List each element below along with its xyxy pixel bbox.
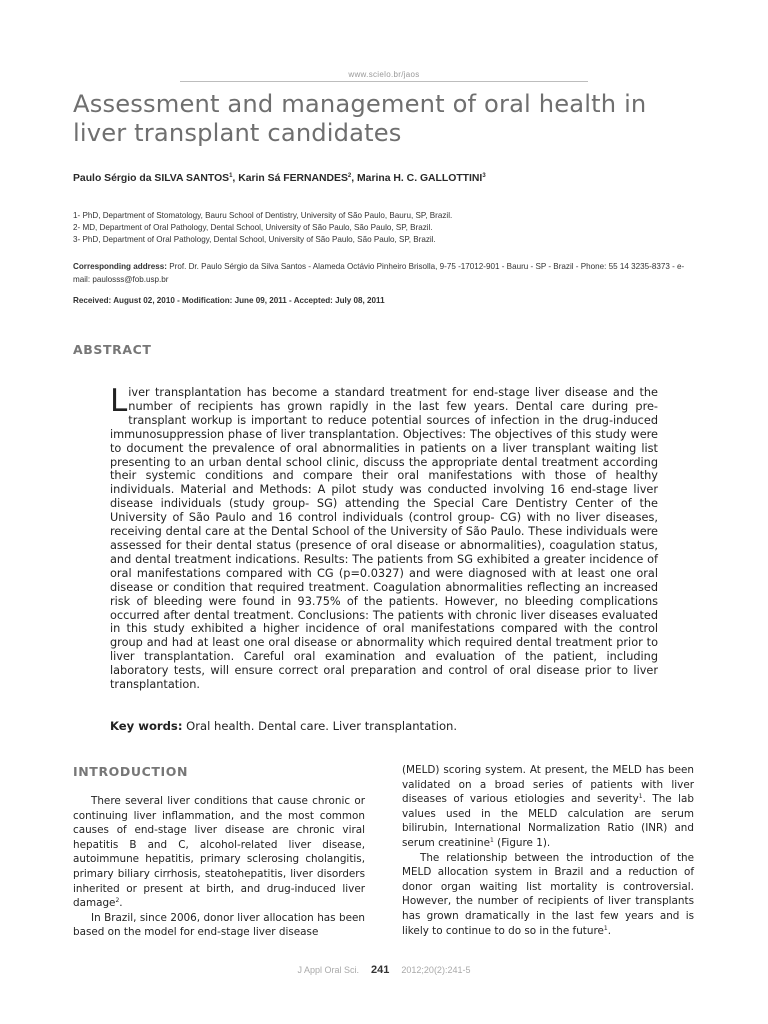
paragraph bbox=[73, 794, 365, 911]
corresponding-address bbox=[73, 260, 698, 286]
keywords bbox=[110, 719, 670, 733]
journal-url: www.scielo.br/jaos bbox=[348, 70, 420, 79]
paragraph-text: (Figure 1). bbox=[493, 836, 551, 849]
citation-mark: 1 bbox=[638, 793, 643, 801]
paragraph-text: . bbox=[607, 924, 612, 937]
keywords-text: Oral health. Dental care. Liver transplantation. bbox=[182, 719, 458, 733]
author-affiliation-mark: 1 bbox=[229, 173, 233, 179]
abstract-body bbox=[110, 383, 658, 692]
author-separator: , bbox=[351, 173, 358, 184]
author-name: Paulo Sérgio da SILVA SANTOS bbox=[73, 173, 230, 184]
abstract-text: iver transplantation has become a standard treatment for end-stage liver disease and the number of recipients has grown rapidly in the last few years. Dental care during pre-transplant workup is important to reduce potential sources of infection in the drug-induced immunosuppression phase of liver transplantation. Objectives: The objectives of this study were to document the prevalence of oral abnormalities in patients on a liver transplant waiting list presenting to an urban dental school clinic, discuss the appropriate dental treatment according their systemic conditions and compare their oral manifestations with those of healthy individuals. Material and Methods: A pilot study was conducted involving 16 end-stage liver disease individuals (study group- SG) attending the Special Care Dentistry Center of the University of São Paulo and 16 control individuals (control group- CG) with no liver diseases, receiving dental care at the Dental School of the University of São Paulo. These individuals were assessed for their dental status (presence of oral disease or abnormalities), coagulation status, and dental treatment indications. Results: The patients from SG exhibited a greater incidence of oral manifestations compared with CG (p=0.0327) and were diagnosed with at least one oral disease or condition that required treatment. Coagulation abnormalities reflecting an increased risk of bleeding were found in 93.75% of the patients. However, no bleeding complications occurred after dental treatment. Conclusions: The patients with chronic liver diseases evaluated in this study exhibited a higher incidence of oral manifestations compared with the control group and had at least one oral disease or abnormality which required dental treatment prior to liver transplantation. Careful oral examination and evaluation of the patient, including laboratory tests, will ensure correct oral preparation and control of oral disease prior to liver transplantation. bbox=[110, 386, 658, 692]
affiliation-item: 2- MD, Department of Oral Pathology, Dental School, University of São Paulo, São Paulo, SP, Brazil. bbox=[73, 223, 433, 232]
article-title: Assessment and management of oral health in liver transplant candidates bbox=[73, 90, 647, 147]
submission-dates: Received: August 02, 2010 - Modification: June 09, 2011 - Accepted: July 08, 2011 bbox=[73, 296, 385, 305]
author-name: Marina H. C. GALLOTTINI bbox=[357, 173, 483, 184]
introduction-left-column bbox=[73, 794, 365, 940]
citation-mark: 2 bbox=[115, 897, 120, 905]
affiliation-item: 1- PhD, Department of Stomatology, Bauru School of Dentistry, University of São Paulo, Bauru, SP, Brazil. bbox=[73, 211, 453, 220]
paragraph: In Brazil, since 2006, donor liver allocation has been based on the model for end-stage liver disease bbox=[73, 911, 365, 939]
paragraph-text: . The lab values used in the MELD calculation are serum bilirubin, International Normalization Ratio (INR) and serum creatinine bbox=[402, 793, 694, 849]
author-separator: , bbox=[232, 173, 239, 184]
footer-journal: J Appl Oral Sci. bbox=[297, 965, 360, 975]
paragraph-text: (MELD) scoring system. At present, the MELD has been validated on a broad series of patients with liver diseases of various etiologies and severity bbox=[402, 764, 694, 806]
citation-mark: 1 bbox=[490, 836, 494, 844]
affiliation-item: 3- PhD, Department of Oral Pathology, Dental School, University of São Paulo, São Paulo, SP, Brazil. bbox=[73, 235, 436, 244]
paragraph-text: There several liver conditions that cause chronic or continuing liver inflammation, and the most common causes of end-stage liver disease are chronic viral hepatitis B and C, alcohol-related liver disease, autoimmune hepatitis, primary sclerosing cholangitis, primary biliary cirrhosis, steatohepatitis, liver disorders inherited or present at birth, and drug-induced liver damage bbox=[73, 795, 365, 910]
author-name: Karin Sá FERNANDES bbox=[238, 173, 348, 184]
citation-mark: 1 bbox=[603, 924, 608, 932]
introduction-heading: INTRODUCTION bbox=[73, 764, 189, 779]
author-affiliation-mark: 3 bbox=[482, 173, 486, 179]
abstract-heading: ABSTRACT bbox=[73, 342, 152, 357]
introduction-right-column bbox=[402, 763, 694, 938]
affiliation-list bbox=[73, 210, 713, 246]
corresponding-label: Corresponding address: bbox=[73, 262, 167, 271]
header-rule bbox=[180, 81, 588, 82]
paragraph-text: . bbox=[119, 897, 123, 910]
paragraph-text: The relationship between the introduction of the MELD allocation system in Brazil and a reduction of donor organ waiting list mortality is controversial. However, the number of recipients of liver transplants has grown dramatically in the last few years and is likely to continue to do so in the future bbox=[402, 851, 694, 937]
abstract-dropcap: L bbox=[110, 383, 128, 419]
page-number: 241 bbox=[371, 964, 390, 976]
author-list bbox=[73, 173, 713, 184]
page-footer bbox=[0, 964, 768, 976]
keywords-label: Key words: bbox=[110, 719, 183, 733]
paragraph bbox=[402, 851, 694, 939]
corresponding-text: Prof. Dr. Paulo Sérgio da Silva Santos - Alameda Octávio Pinheiro Brisolla, 9-75 -17012-901 - Bauru - SP - Brazil - Phone: 55 14 3235-8373 - e-mail: paulosss@fob.usp.br bbox=[73, 262, 685, 284]
footer-citation: 2012;20(2):241-5 bbox=[401, 965, 471, 975]
paragraph bbox=[402, 763, 694, 851]
author-affiliation-mark: 2 bbox=[347, 173, 352, 179]
